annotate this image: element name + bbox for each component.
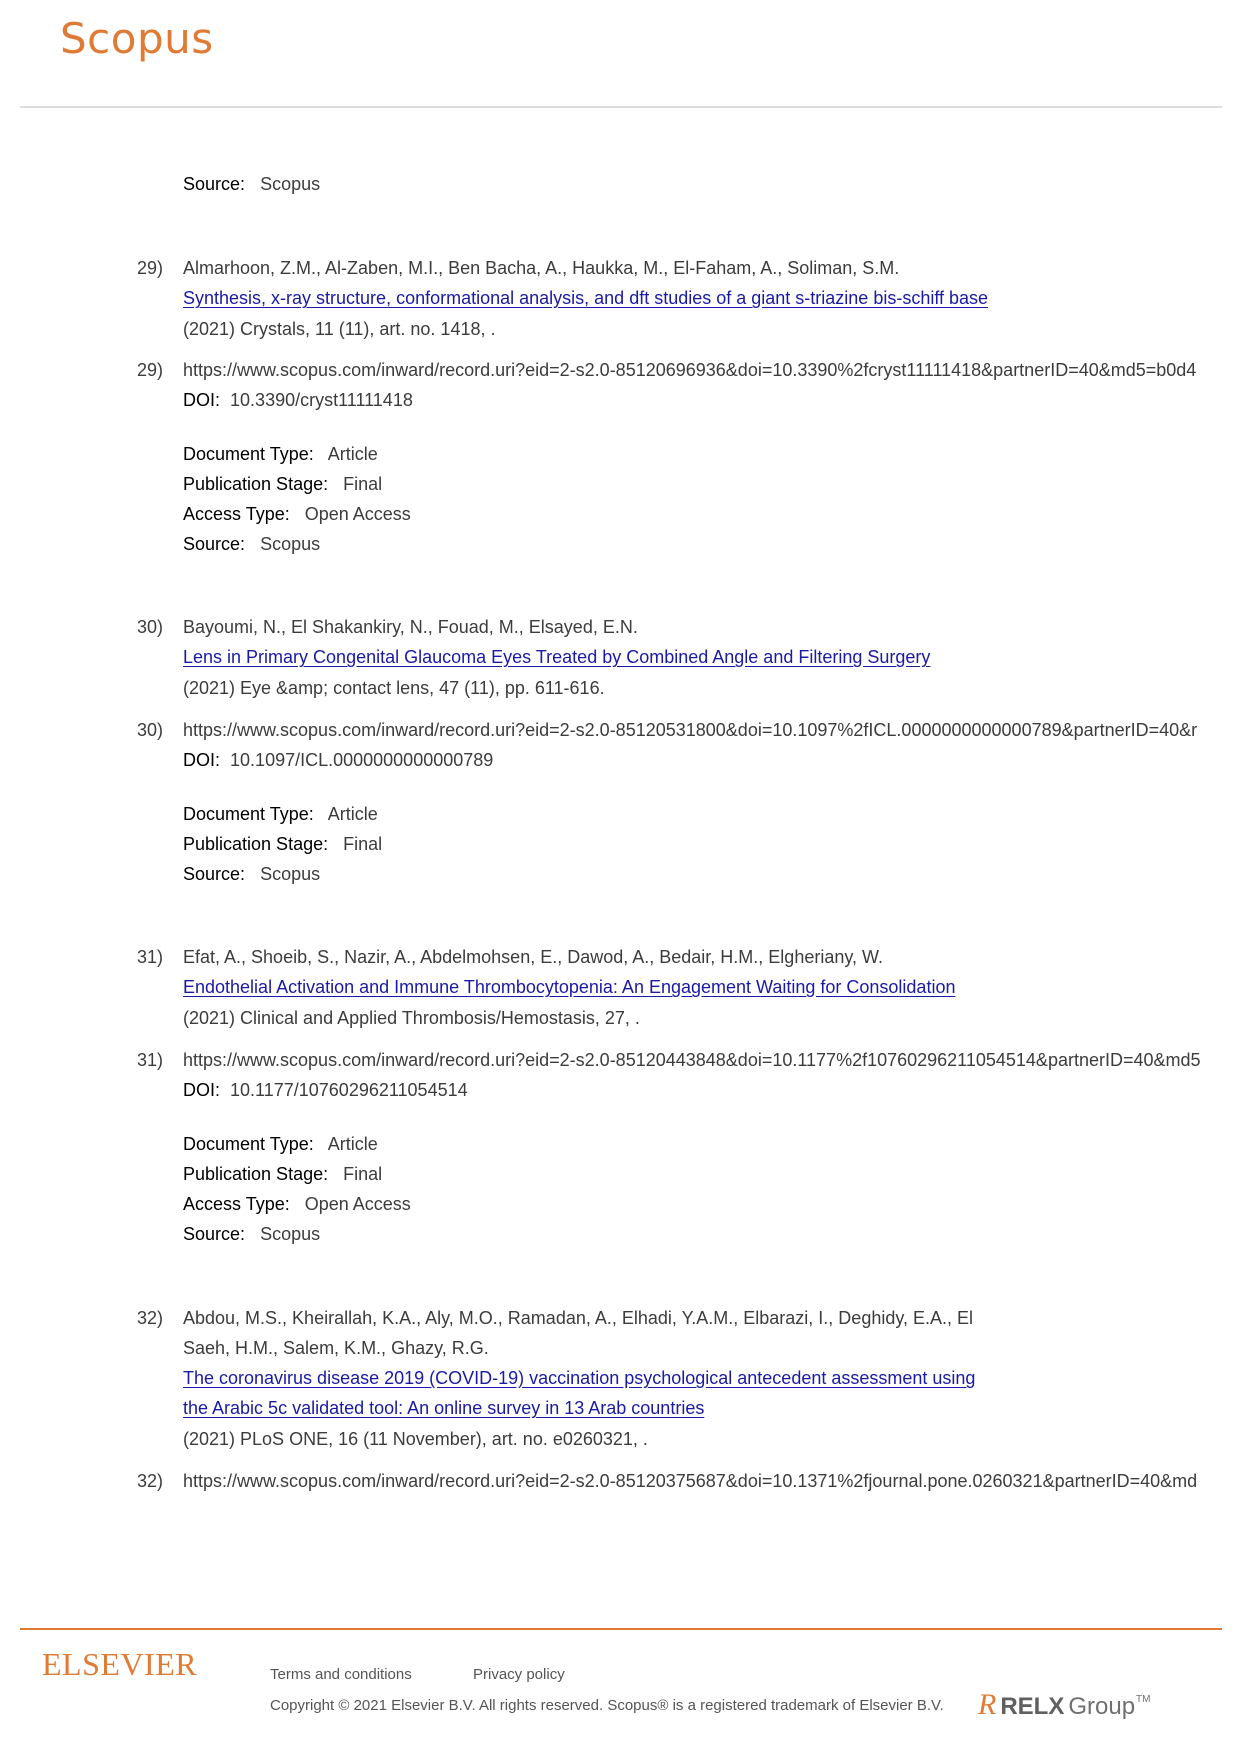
entry-access-type: Access Type: Open Access — [183, 1194, 411, 1214]
entry-source: Source: Scopus — [183, 534, 321, 554]
relx-r-icon: R — [978, 1688, 997, 1721]
entry-document-type: Document Type: Article — [183, 1134, 378, 1154]
entry-authors: Bayoumi, N., El Shakankiry, N., Fouad, M., Elsayed, E.N. — [183, 617, 638, 637]
entry-document-type: Document Type: Article — [183, 444, 378, 464]
entry-citation: (2021) Crystals, 11 (11), art. no. 1418, . — [183, 319, 496, 339]
entry-citation: (2021) Eye &amp; contact lens, 47 (11), pp. 611-616. — [183, 678, 605, 698]
entry-title-link[interactable]: Lens in Primary Congenital Glaucoma Eyes Treated by Combined Angle and Filtering Surgery — [183, 647, 931, 667]
entry-citation: (2021) Clinical and Applied Thrombosis/Hemostasis, 27, . — [183, 1008, 640, 1028]
entry-authors: Efat, A., Shoeib, S., Nazir, A., Abdelmohsen, E., Dawod, A., Bedair, H.M., Elgheriany, W. — [183, 947, 884, 967]
terms-link[interactable]: Terms and conditions — [270, 1666, 412, 1683]
footer-divider — [20, 1628, 1222, 1630]
entry-number: 30) — [137, 617, 164, 637]
entry-number: 29) — [137, 258, 164, 278]
entry-url-number: 32) — [137, 1471, 164, 1491]
scopus-logo[interactable]: Scopus — [60, 14, 214, 63]
entry-publication-stage: Publication Stage: Final — [183, 834, 383, 854]
entry-citation: (2021) PLoS ONE, 16 (11 November), art. no. e0260321, . — [183, 1429, 648, 1449]
entry-publication-stage: Publication Stage: Final — [183, 1164, 383, 1184]
prev-entry-source: Source: Scopus — [183, 174, 321, 194]
entry-number: 32) — [137, 1308, 164, 1328]
entry-doi: DOI: 10.1177/10760296211054514 — [183, 1080, 468, 1100]
elsevier-logo[interactable]: ELSEVIER — [42, 1646, 198, 1682]
entry-publication-stage: Publication Stage: Final — [183, 474, 383, 494]
relx-group-logo[interactable]: R RELX Group TM — [978, 1688, 1151, 1721]
entry-url[interactable]: https://www.scopus.com/inward/record.uri?eid=2-s2.0-85120696936&doi=10.3390%2fcryst11111418&partnerID=40&md5=b0d4 — [183, 360, 1197, 380]
entry-number: 31) — [137, 947, 164, 967]
entry-title-link[interactable]: Endothelial Activation and Immune Thrombocytopenia: An Engagement Waiting for Consolidation — [183, 977, 956, 997]
entry-source: Source: Scopus — [183, 1224, 321, 1244]
entry-doi: DOI: 10.1097/ICL.0000000000000789 — [183, 750, 494, 770]
entry-url[interactable]: https://www.scopus.com/inward/record.uri?eid=2-s2.0-85120443848&doi=10.1177%2f10760296211054514&partnerID=40&md5 — [183, 1050, 1201, 1070]
entry-title-link[interactable]: The coronavirus disease 2019 (COVID-19) vaccination psychological antecedent assessment using — [183, 1368, 976, 1388]
copyright-text: Copyright © 2021 Elsevier B.V. All rights reserved. Scopus® is a registered trademark of Elsevier B.V. — [270, 1697, 944, 1714]
entry-authors: Almarhoon, Z.M., Al-Zaben, M.I., Ben Bacha, A., Haukka, M., El-Faham, A., Soliman, S.M. — [183, 258, 900, 278]
entry-title-link-cont[interactable]: the Arabic 5c validated tool: An online survey in 13 Arab countries — [183, 1398, 705, 1418]
privacy-link[interactable]: Privacy policy — [473, 1666, 565, 1683]
entry-url-number: 29) — [137, 360, 164, 380]
entry-access-type: Access Type: Open Access — [183, 504, 411, 524]
entry-url-number: 31) — [137, 1050, 164, 1070]
entry-authors-line-2: Saeh, H.M., Salem, K.M., Ghazy, R.G. — [183, 1338, 489, 1358]
entry-url[interactable]: https://www.scopus.com/inward/record.uri?eid=2-s2.0-85120375687&doi=10.1371%2fjournal.pone.0260321&partnerID=40&md — [183, 1471, 1198, 1491]
entry-title-link[interactable]: Synthesis, x-ray structure, conformational analysis, and dft studies of a giant s-triazine bis-schiff base — [183, 288, 989, 308]
entry-authors-line-1: Abdou, M.S., Kheirallah, K.A., Aly, M.O., Ramadan, A., Elhadi, Y.A.M., Elbarazi, I., Deghidy, E.A., El — [183, 1308, 974, 1328]
entry-source: Source: Scopus — [183, 864, 321, 884]
entry-url-number: 30) — [137, 720, 164, 740]
entry-document-type: Document Type: Article — [183, 804, 378, 824]
entry-url[interactable]: https://www.scopus.com/inward/record.uri?eid=2-s2.0-85120531800&doi=10.1097%2fICL.0000000000000789&partnerID=40&r — [183, 720, 1198, 740]
entry-doi: DOI: 10.3390/cryst11111418 — [183, 390, 413, 410]
